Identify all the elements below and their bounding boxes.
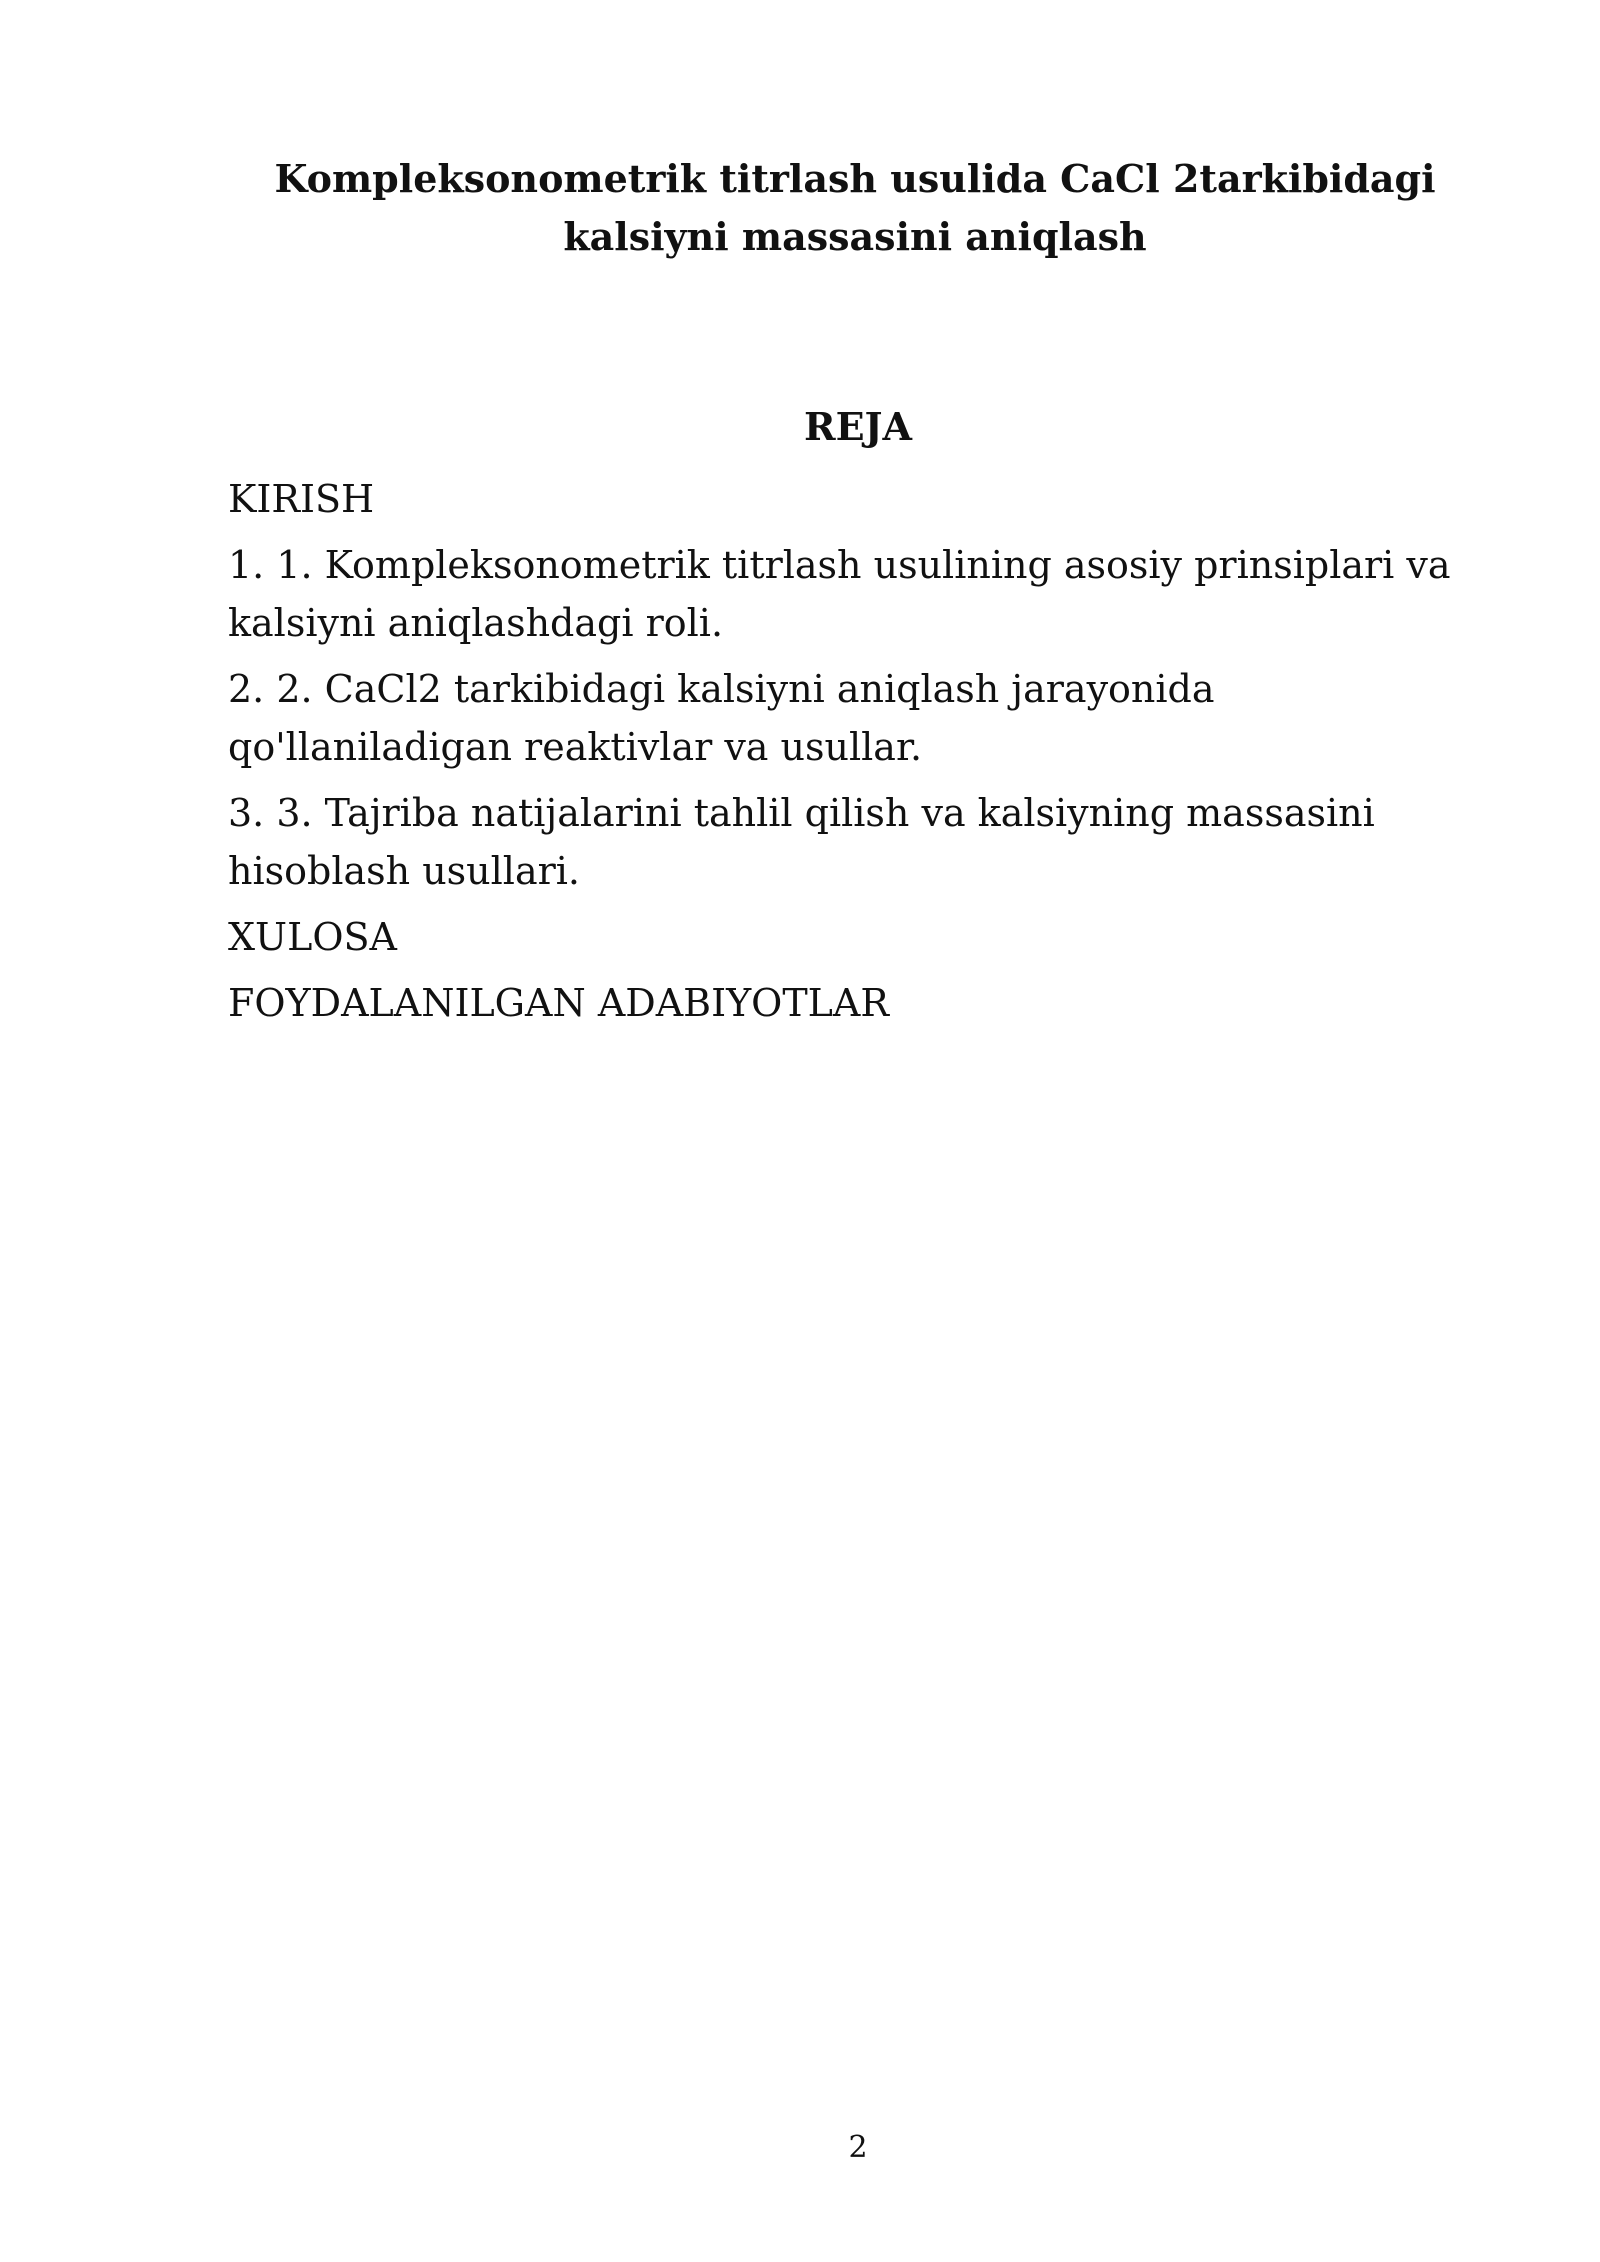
plan-heading: REJA <box>803 404 912 449</box>
plan-item-conclusion: XULOSA <box>228 915 397 959</box>
plan-item-3: 3. 3. Tajriba natijalarini tahlil qilish va kalsiyning massasini hisoblash usullari. <box>228 791 1375 893</box>
document-title: Kompleksonometrik titrlash usulida CaCl 2tarkibidagi kalsiyni massasini aniqlash <box>274 156 1436 259</box>
plan-item-1: 1. 1. Kompleksonometrik titrlash usulining asosiy prinsiplari va kalsiyni aniqlashdagi roli. <box>228 543 1451 645</box>
plan-item-introduction: KIRISH <box>228 477 375 521</box>
plan-item-2: 2. 2. CaCl2 tarkibidagi kalsiyni aniqlash jarayonida qo'llaniladigan reaktivlar va usullar. <box>228 667 1215 769</box>
plan-item-references: FOYDALANILGAN ADABIYOTLAR <box>228 981 889 1025</box>
plan-list <box>228 470 1478 1040</box>
page-number: 2 <box>848 2130 868 2165</box>
